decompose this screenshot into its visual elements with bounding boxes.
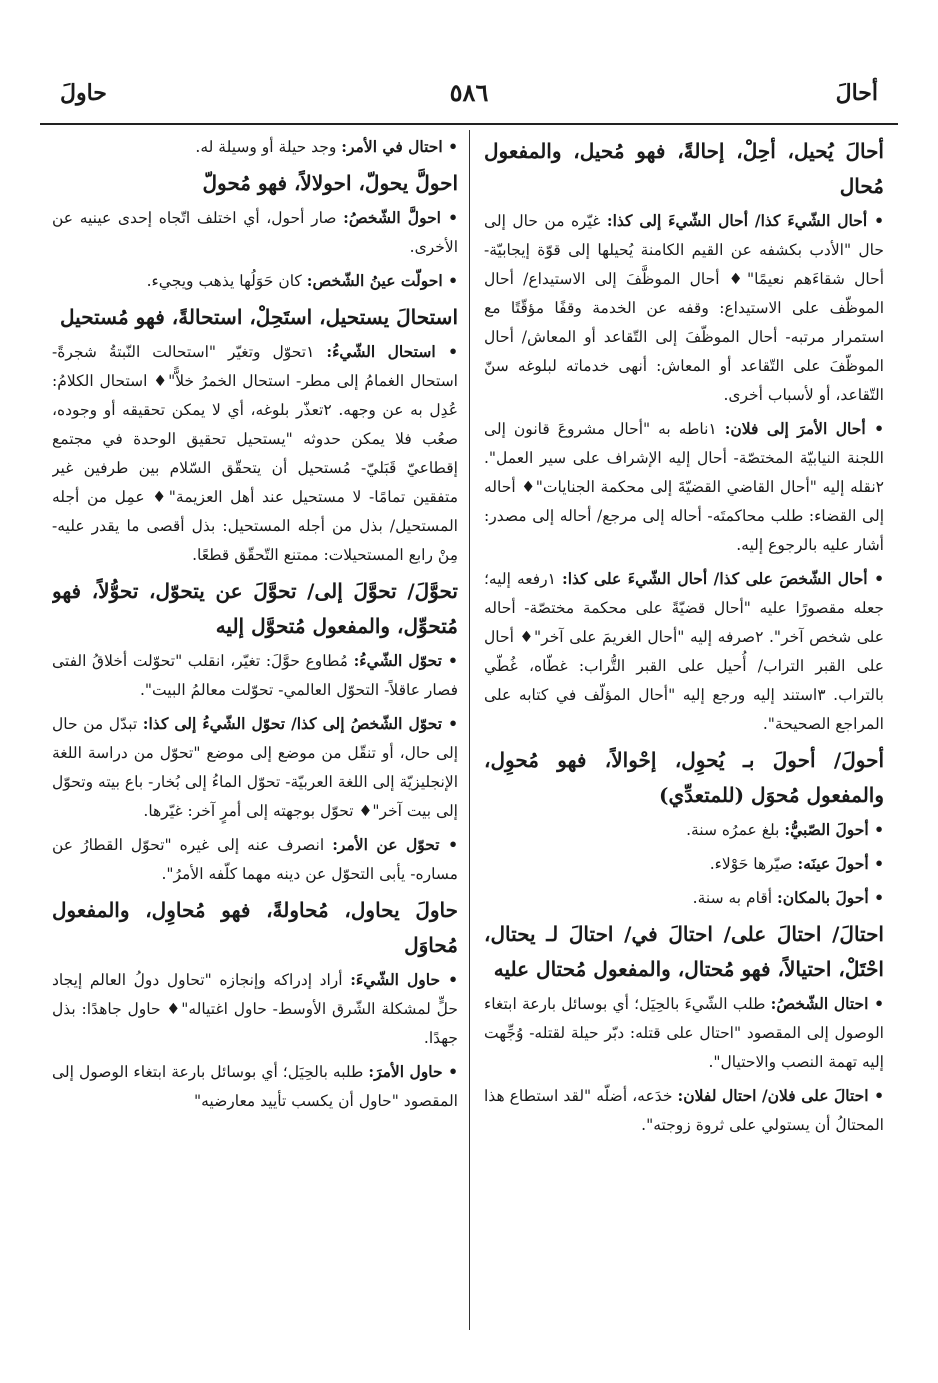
left-column [52, 132, 458, 1332]
sense-entry [52, 1057, 458, 1116]
sense-lemma: أحال الأمرَ إلى فلان: [724, 419, 866, 438]
bullet-icon: • [868, 994, 884, 1013]
sense-lemma: احولّت عينُ الشّخص: [306, 271, 443, 290]
bullet-icon: • [435, 342, 458, 361]
sense-definition: ١تحوّل وتغيّر "استحالت النّبتةُ شجرةً- استحال الغمامُ إلى مطر- استحال الخمرُ خلاًّ"♦ استحال الكلامُ: عُدِل به عن وجهه. ٢تعذّر بلوغه، أي لا يمكن تحقيقه أو وجوده، صعُب فلا يمكن حدوثه "يستحيل تحقيق الوحدة في مجتمع إقطاعيّ قَبَليّ- مُستحيل أن يتحقّق السّلام بين طرفين غير متفقين تمامًا- لا مستحيل عند أهل العزيمة"♦ عمِل من أجله المستحيل/ بذل من أجله المستحيل: بذل أقصى ما يقدر عليه- مِنْ رابع المستحيلات: ممتنع التّحقّق قطعًا. [52, 343, 458, 564]
sense-lemma: حاول الأمرَ: [368, 1062, 443, 1081]
sense-entry [484, 849, 884, 879]
page-header [40, 70, 898, 122]
sense-entry [484, 883, 884, 913]
sense-lemma: أحولَ الصّبيُّ: [784, 820, 869, 839]
sense-lemma: أحال الشّيءَ كذا/ أحال الشّيءَ إلى كذا: [606, 211, 868, 230]
sense-definition: أراد إدراكه وإنجازه "تحاول دولُ العالم إيجاد حلٍّ لمشكلة الشّرق الأوسط- حاول اغتياله"♦ حاول جاهدًا: بذل جهدًا. [52, 971, 458, 1047]
headword: أحولَ/ أحولَ بـ يُحوِل، إحْوالاً، فهو مُحوِل، والمفعول مُحوَل (للمتعدِّي) [484, 748, 884, 807]
sense-definition: صار أحول، أي اختلف اتّجاه إحدى عينيه عن الأخرى. [52, 209, 458, 256]
sense-entry [52, 203, 458, 262]
bullet-icon: • [442, 651, 458, 670]
sense-lemma: تحوّل الشّخصُ إلى كذا/ تحوّل الشّيءُ إلى كذا: [142, 714, 443, 733]
bullet-icon: • [868, 1086, 884, 1105]
sense-entry [52, 646, 458, 705]
bullet-icon: • [868, 820, 884, 839]
sense-entry [52, 132, 458, 162]
sense-entry [52, 709, 458, 826]
sense-lemma: أحولَ عينَه: [797, 854, 869, 873]
sense-entry [484, 815, 884, 845]
sense-lemma: تحوّل عن الأمر: [332, 835, 440, 854]
sense-lemma: حاول الشّيءَ: [350, 970, 441, 989]
sense-lemma: أحال الشّخصَ على كذا/ أحال الشّيءَ على كذا: [561, 569, 868, 588]
bullet-icon: • [439, 835, 458, 854]
bullet-icon: • [442, 1062, 458, 1081]
sense-definition: ١رفعه إليه؛ جعله مقصورًا عليه "أحال قضيّةً على محكمة مختصّة- أحاله على شخص آخر". ٢صرفه إليه "أحال الغريمَ على آخر"♦ أحال على القبر التراب/ أُحيل على القبر التُّراب: غطّاه، غُطّي بالتراب. ٣استند إليه ورجع إليه "أحال المؤلّف في كتابه على المراجع الصحيحة". [484, 570, 884, 733]
bullet-icon: • [442, 714, 458, 733]
header-guide-word-left: حاولَ [60, 80, 107, 106]
headword: استحالَ يستحيل، استَحِلْ، استحالةً، فهو مُستحيل [60, 305, 458, 329]
headword: احولَّ يحولّ، احولالاً، فهو مُحولّ [202, 171, 458, 195]
sense-definition: طلبه بالحِيَل؛ أي بوسائل بارعة ابتغاء الوصول إلى المقصود "حاول أن يكسب تأييد معارضيه" [52, 1063, 458, 1110]
bullet-icon: • [867, 211, 884, 230]
sense-entry [484, 414, 884, 560]
sense-definition: صيّرها حَوْلاء. [709, 855, 793, 873]
bullet-icon: • [867, 569, 884, 588]
header-rule [40, 123, 898, 125]
sense-definition: مُطاوع حوَّلَ: تغيّر، انقلب "تحوّلت أخلاقُ الفتى فصار عاقلاً- التحوّل العالمي- تحوّلت معالمُ البيت". [52, 652, 458, 699]
sense-lemma: احتال في الأمر: [341, 137, 443, 156]
sense-entry [484, 989, 884, 1077]
bullet-icon: • [442, 271, 458, 290]
sense-lemma: احولَّ الشّخصُ: [343, 208, 441, 227]
bullet-icon: • [865, 419, 884, 438]
headword: احتالَ/ احتالَ على/ احتالَ في/ احتالَ لـ يحتال، احْتَلْ، احتيالاً، فهو مُحتال، والمفعول مُحتال عليه [484, 922, 884, 981]
sense-definition: وجد حيلة أو وسيلة له. [195, 138, 337, 156]
headword: حاولَ يحاول، مُحاولةً، فهو مُحاوِل، والمفعول مُحاوَل [52, 898, 458, 957]
headword: أحالَ يُحيل، أحِلْ، إحالةً، فهو مُحيل، والمفعول مُحال [484, 139, 884, 198]
sense-lemma: استحال الشّيءُ: [326, 342, 436, 361]
sense-definition: ١ناطه به "أحال مشروعَ قانون إلى اللجنة النيابيّة المختصّة- أحال إليه الإشراف على سير العمل". ٢نقله إليه "أحال القاضي القضيّةَ إلى محكمة الجنايات"♦ أحاله إلى القضاء: طلب محاكمتَه- أحاله إلى مرجع/ أحاله إلى مصدر: أشار عليه بالرجوع إليه. [484, 420, 884, 554]
header-guide-word-right: أحالَ [835, 80, 878, 106]
sense-definition: خدَعه، أضلّه "لقد استطاع هذا المحتالُ أن يستولي على ثروة زوجته". [484, 1087, 884, 1134]
sense-lemma: احتالَ على فلان/ احتال لفلان: [677, 1086, 869, 1105]
sense-definition: انصرف عنه إلى غيره "تحوّل القطارُ عن مساره- يأبى التحوّل عن دينه مهما كلّفه الأمرُ". [52, 836, 458, 883]
bullet-icon: • [442, 137, 458, 156]
sense-entry [484, 1081, 884, 1140]
sense-entry [484, 206, 884, 410]
headword: تحوَّلَ/ تحوَّلَ إلى/ تحوَّلَ عن يتحوّل، تحوُّلاً، فهو مُتحوِّل، والمفعول مُتحوَّل إليه [52, 579, 458, 638]
page-number: ٥٨٦ [449, 78, 489, 107]
bullet-icon: • [440, 970, 458, 989]
bullet-icon: • [868, 854, 884, 873]
sense-lemma: أحولَ بالمكان: [777, 888, 869, 907]
sense-entry [52, 266, 458, 296]
sense-definition: غيّره من حال إلى حال "الأدب بكشفه عن القيم الكامنة يُحيلها إلى قوّة إيجابيّة- أحال شقاءَهم نعيمًا"♦ أحال الموظَّفَ إلى الاستيداع/ أحال الموظّف على الاستيداع: وقفه عن الخدمة وقفًا مؤقّتًا مع استمرار مرتبه- أحال الموظّفَ إلى التّقاعد أو المعاش/ أحال الموظّفَ على التّقاعد أو المعاش: أنهى خدماته لبلوغه سنّ التّقاعد، أو لأسباب أخرى. [484, 212, 884, 404]
sense-definition: أقام به سنة. [692, 889, 773, 907]
sense-lemma: احتال الشّخصُ: [770, 994, 869, 1013]
sense-definition: تبدّل من حال إلى حال، أو تنقّل من موضع إلى موضع "تحوّل من دراسة اللغة الإنجليزيّة إلى اللغة العربيّة- تحوّل الماءُ إلى بُخار- باع بيته وتحوّل إلى بيت آخر"♦ تحوّل بوجهته إلى أمرٍ آخر: غيّرها. [52, 715, 458, 820]
sense-entry [52, 965, 458, 1053]
bullet-icon: • [440, 208, 458, 227]
sense-definition: كان حَوَلُها يذهب ويجيء. [146, 272, 302, 290]
sense-entry [52, 337, 458, 570]
sense-entry [52, 830, 458, 889]
sense-definition: طلب الشّيءَ بالحِيَل؛ أي بوسائل بارعة ابتغاء الوصول إلى المقصود "احتال على قتله: دبّر حيلة لقتله- وُجِّهت إليه تهمة النصب والاحتيال". [484, 995, 884, 1071]
bullet-icon: • [868, 888, 884, 907]
right-column [484, 132, 884, 1332]
sense-entry [484, 564, 884, 739]
column-divider [469, 130, 470, 1330]
sense-lemma: تحوّل الشّيءُ: [353, 651, 442, 670]
sense-definition: بلغ عمرُه سنة. [686, 821, 780, 839]
